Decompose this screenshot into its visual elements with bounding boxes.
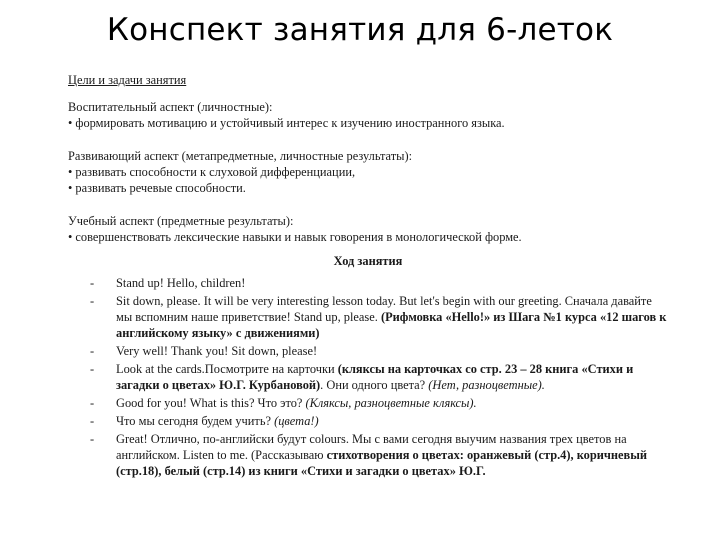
lesson-text: Что мы сегодня будем учить?	[116, 414, 275, 428]
lesson-italic-text: (Нет, разноцветные).	[428, 378, 545, 392]
list-item	[68, 431, 668, 479]
lesson-text: Good for you! What is this? Что это?	[116, 396, 306, 410]
list-dash: -	[90, 432, 95, 446]
list-dash: -	[90, 362, 95, 376]
list-dash: -	[90, 344, 95, 358]
list-item	[68, 413, 668, 429]
list-item	[68, 343, 668, 359]
section-learning	[68, 213, 668, 245]
lesson-italic-text: (цвета!)	[274, 414, 319, 428]
lesson-list	[68, 275, 668, 479]
list-item	[68, 293, 668, 341]
goals-heading: Цели и задачи занятия	[68, 73, 187, 87]
section-item: • развивать способности к слуховой дифференциации,	[68, 165, 356, 179]
lesson-text: Look at the cards.Посмотрите на карточки	[116, 362, 338, 376]
section-developmental	[68, 148, 668, 196]
lesson-bold-text: (кляксы на карточках со стр. 23 – 28 книга «Стихи и загадки о цветах» Ю.Г. Курбановой)	[116, 362, 634, 392]
section-title: Развивающий аспект (метапредметные, личностные результаты):	[68, 149, 413, 163]
list-item	[68, 361, 668, 393]
slide-title: Конспект занятия для 6-леток	[106, 12, 614, 48]
section-item: • формировать мотивацию и устойчивый интерес к изучению иностранного языка.	[68, 116, 505, 130]
lesson-heading: Ход занятия	[333, 254, 403, 268]
lesson-italic-text: (Кляксы, разноцветные кляксы).	[305, 396, 477, 410]
list-dash: -	[90, 276, 95, 290]
lesson-text: . Они одного цвета?	[320, 378, 429, 392]
list-item	[68, 275, 668, 291]
lesson-text: Sit down, please. It will be very interesting lesson today. But let's begin with our greeting. Сначала давайте мы вспомним наше приветствие! Stand up, please.	[116, 294, 652, 324]
lesson-text: Very well! Thank you! Sit down, please!	[116, 344, 318, 358]
list-item	[68, 395, 668, 411]
list-dash: -	[90, 396, 95, 410]
lesson-text: Stand up! Hello, children!	[116, 276, 246, 290]
document-body	[68, 72, 668, 481]
section-title: Воспитательный аспект (личностные):	[68, 100, 273, 114]
section-item: • развивать речевые способности.	[68, 181, 246, 195]
list-dash: -	[90, 294, 95, 308]
section-item: • совершенствовать лексические навыки и навык говорения в монологической форме.	[68, 230, 522, 244]
section-title: Учебный аспект (предметные результаты):	[68, 214, 294, 228]
lesson-bold-text: (Рифмовка «Hello!» из Шага №1 курса «12 шагов к английскому языку» с движениями)	[116, 310, 667, 340]
lesson-bold-text: стихотворения о цветах: оранжевый (стр.4), коричневый (стр.18), белый (стр.14) из книги «Стихи и загадки о цветах» Ю.Г.	[116, 448, 648, 478]
lesson-text: Great! Отлично, по-английски будут colours. Мы с вами сегодня выучим названия трех цветов на английском. Listen to me. (Рассказываю	[116, 432, 627, 462]
list-dash: -	[90, 414, 95, 428]
section-educational	[68, 99, 668, 131]
